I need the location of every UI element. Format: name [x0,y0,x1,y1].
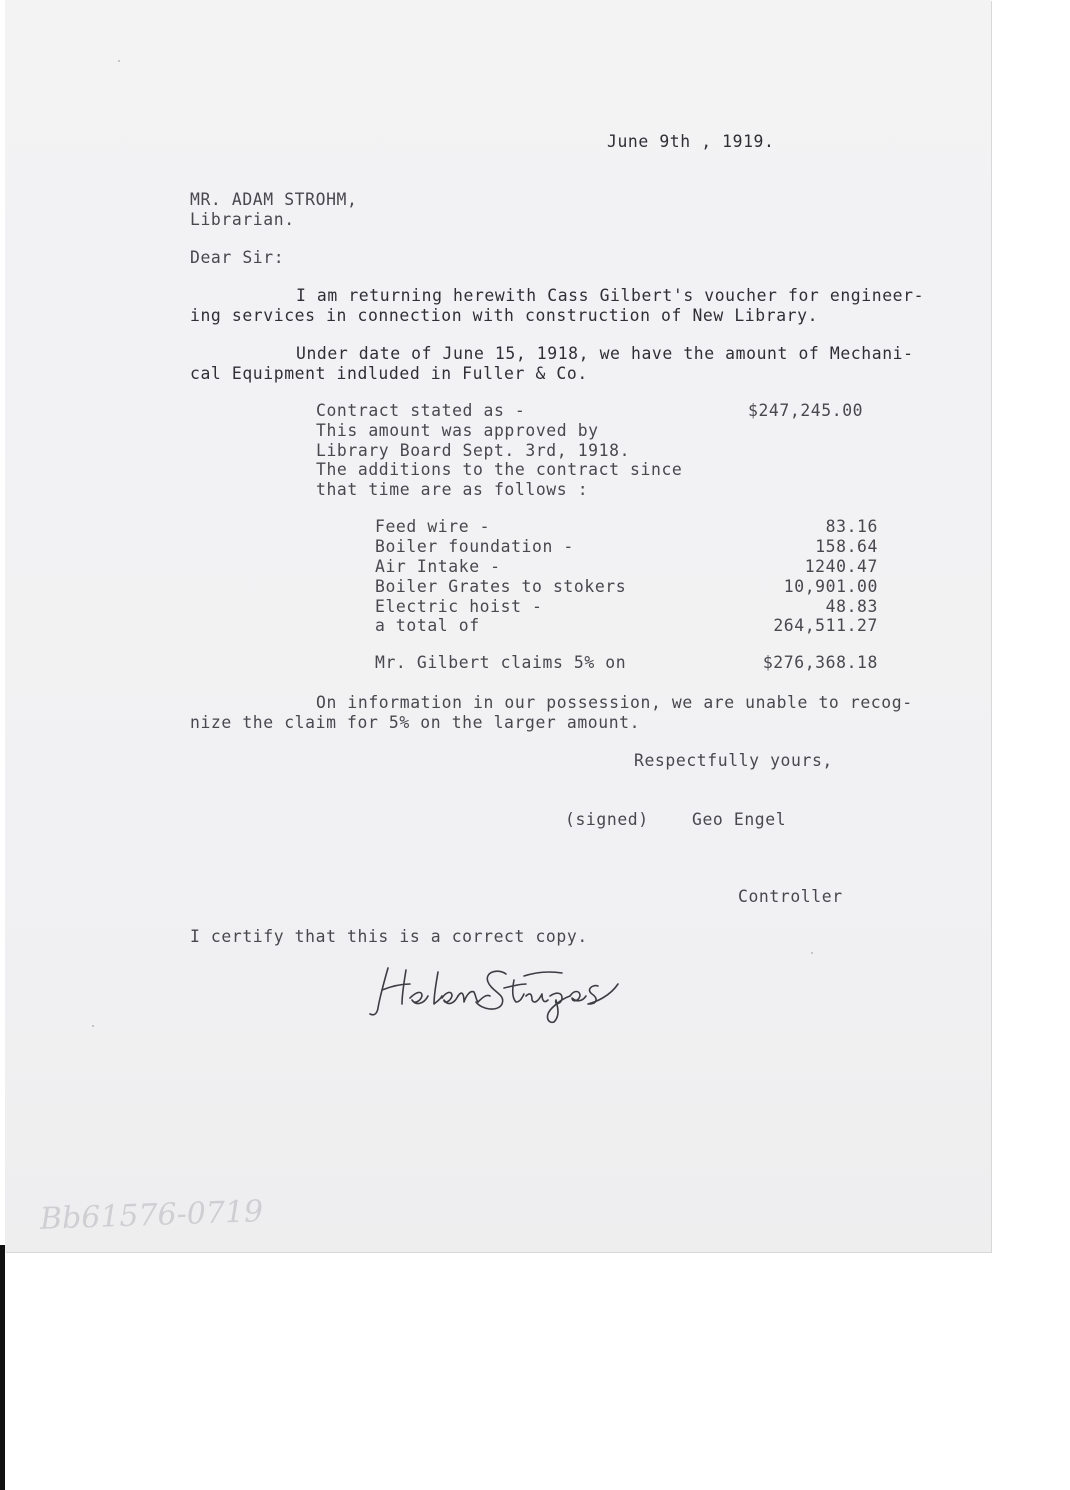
paper-speck [92,1025,94,1027]
claim-label: Mr. Gilbert claims 5% on [375,653,627,672]
recipient-title: Librarian. [190,210,295,229]
scan-edge [0,1245,5,1490]
addition-amount: 10,901.00 [783,577,878,596]
contract-line3: Library Board Sept. 3rd, 1918. [316,441,631,460]
pencil-catalog-note: Bb61576-0719 [39,1194,264,1237]
paragraph1-line1: I am returning herewith Cass Gilbert's voucher for engineer- [296,286,925,305]
contract-line1: Contract stated as - [316,401,526,420]
paragraph3-line1: On information in our possession, we are unable to recog- [316,693,913,712]
paragraph2-line2: cal Equipment indluded in Fuller & Co. [190,364,588,383]
paper-speck [118,60,120,62]
signed-marker: (signed) [565,810,649,829]
addition-amount: 83.16 [825,517,878,536]
addition-label: Boiler foundation - [375,537,574,556]
claim-amount: $276,368.18 [762,653,878,672]
paragraph1-line2: ing services in connection with construction of New Library. [190,306,819,325]
recipient-name: MR. ADAM STROHM, [190,190,358,209]
addition-amount: 158.64 [815,537,878,556]
contract-line2: This amount was approved by [316,421,599,440]
addition-label: Air Intake - [375,557,501,576]
closing: Respectfully yours, [634,751,833,770]
addition-label: Feed wire - [375,517,491,536]
addition-amount: 1240.47 [804,557,878,576]
addition-label: a total of [375,616,480,635]
addition-label: Boiler Grates to stokers [375,577,627,596]
addition-amount: 264,511.27 [773,616,878,635]
addition-amount: 48.83 [825,597,878,616]
certification-text: I certify that this is a correct copy. [190,927,588,946]
addition-label: Electric hoist - [375,597,543,616]
handwritten-signature [366,962,628,1024]
signed-name: Geo Engel [692,810,787,829]
paragraph3-line2: nize the claim for 5% on the larger amount. [190,713,641,732]
letter-date: June 9th , 1919. [607,132,775,151]
contract-line4: The additions to the contract since [316,460,683,479]
paragraph2-line1: Under date of June 15, 1918, we have the amount of Mechani- [296,344,914,363]
contract-line5: that time are as follows : [316,480,589,499]
paper-speck [811,952,813,954]
salutation: Dear Sir: [190,248,285,267]
signer-title: Controller [738,887,843,906]
contract-amount: $247,245.00 [748,401,864,420]
